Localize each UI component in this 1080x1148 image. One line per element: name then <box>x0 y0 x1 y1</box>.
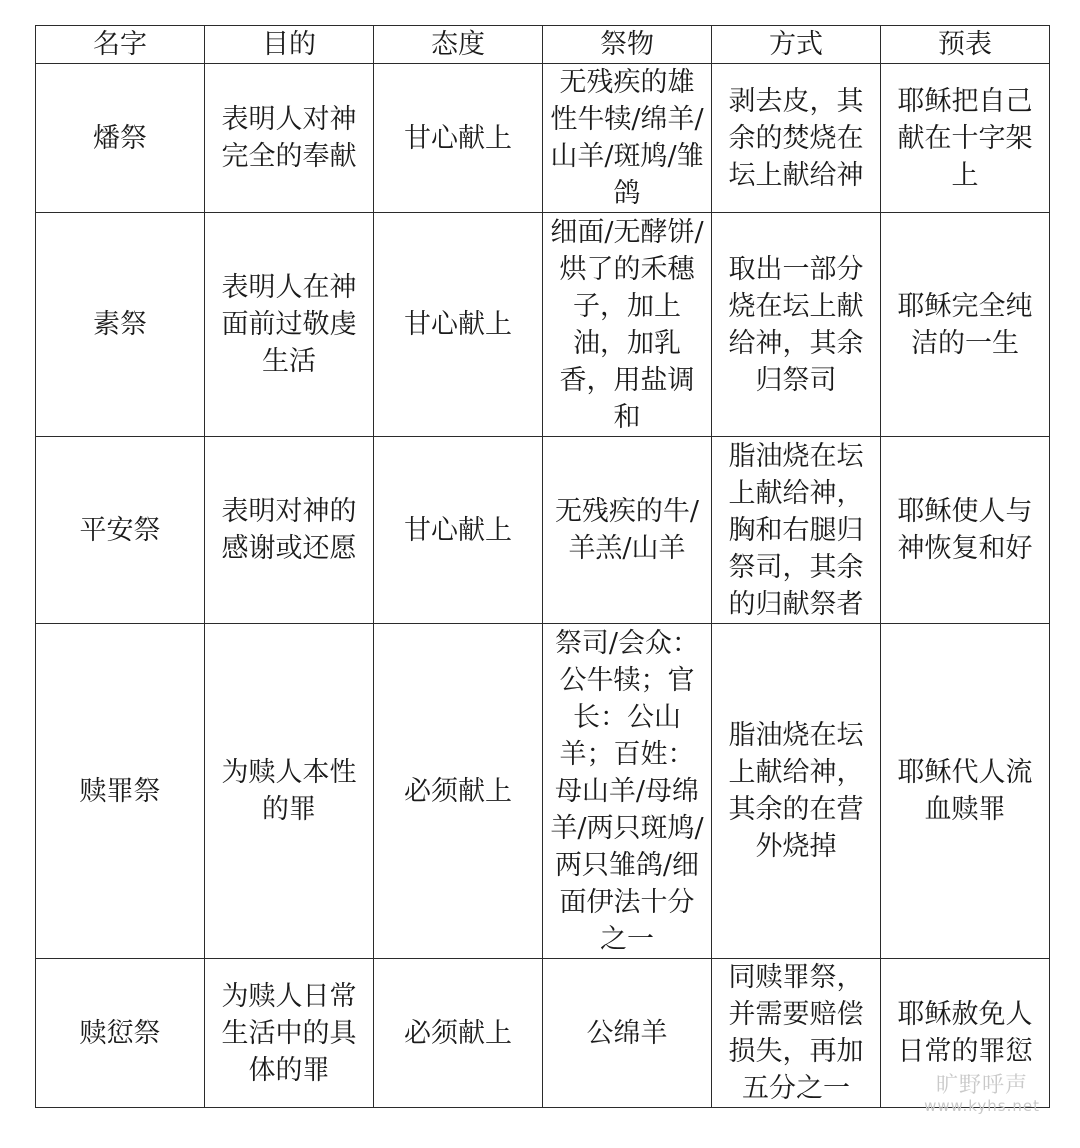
table-row <box>36 64 1050 213</box>
table-cell: 赎愆祭 <box>36 959 205 1108</box>
table-cell: 无残疾的雄性牛犊/绵羊/山羊/斑鸠/雏鸽 <box>543 64 712 213</box>
table-cell: 耶稣使人与神恢复和好 <box>881 437 1050 624</box>
table-cell: 公绵羊 <box>543 959 712 1108</box>
table-cell: 为赎人日常生活中的具体的罪 <box>205 959 374 1108</box>
table-cell: 为赎人本性的罪 <box>205 624 374 959</box>
header-cell-attitude: 态度 <box>374 26 543 64</box>
table-row <box>36 959 1050 1108</box>
table-cell: 耶稣把自己献在十字架上 <box>881 64 1050 213</box>
table-cell: 平安祭 <box>36 437 205 624</box>
table-cell: 甘心献上 <box>374 437 543 624</box>
table-cell: 祭司/会众：公牛犊；官长：公山羊；百姓：母山羊/母绵羊/两只斑鸠/两只雏鸽/细面伊法十分之一 <box>543 624 712 959</box>
offerings-table <box>35 25 1050 1108</box>
watermark <box>924 1075 1040 1114</box>
table-row <box>36 437 1050 624</box>
table-cell: 耶稣完全纯洁的一生 <box>881 213 1050 437</box>
header-cell-method: 方式 <box>712 26 881 64</box>
table-cell: 表明对神的感谢或还愿 <box>205 437 374 624</box>
table-cell: 表明人对神完全的奉献 <box>205 64 374 213</box>
table-cell: 甘心献上 <box>374 64 543 213</box>
table-row <box>36 213 1050 437</box>
table-cell: 无残疾的牛/羊羔/山羊 <box>543 437 712 624</box>
header-row <box>36 26 1050 64</box>
table-row <box>36 624 1050 959</box>
watermark-url: www.kyhs.net <box>924 1097 1040 1115</box>
table-cell: 赎罪祭 <box>36 624 205 959</box>
table-cell: 细面/无酵饼/烘了的禾穗子，加上油，加乳香，用盐调和 <box>543 213 712 437</box>
table-cell: 表明人在神面前过敬虔生活 <box>205 213 374 437</box>
table-cell: 耶稣代人流血赎罪 <box>881 624 1050 959</box>
table-cell: 脂油烧在坛上献给神，胸和右腿归祭司，其余的归献祭者 <box>712 437 881 624</box>
table-cell: 取出一部分烧在坛上献给神，其余归祭司 <box>712 213 881 437</box>
table-cell: 耶稣赦免人日常的罪愆 <box>881 959 1050 1108</box>
header-cell-foreshadow: 预表 <box>881 26 1050 64</box>
table-cell: 同赎罪祭，并需要赔偿损失，再加五分之一 <box>712 959 881 1108</box>
table-cell: 必须献上 <box>374 959 543 1108</box>
table-cell: 素祭 <box>36 213 205 437</box>
watermark-name: 旷野呼声 <box>936 1073 1029 1098</box>
header-cell-name: 名字 <box>36 26 205 64</box>
header-cell-offering: 祭物 <box>543 26 712 64</box>
table-cell: 必须献上 <box>374 624 543 959</box>
header-cell-purpose: 目的 <box>205 26 374 64</box>
table-cell: 甘心献上 <box>374 213 543 437</box>
table-cell: 剥去皮，其余的焚烧在坛上献给神 <box>712 64 881 213</box>
table-cell: 燔祭 <box>36 64 205 213</box>
table-cell: 脂油烧在坛上献给神，其余的在营外烧掉 <box>712 624 881 959</box>
